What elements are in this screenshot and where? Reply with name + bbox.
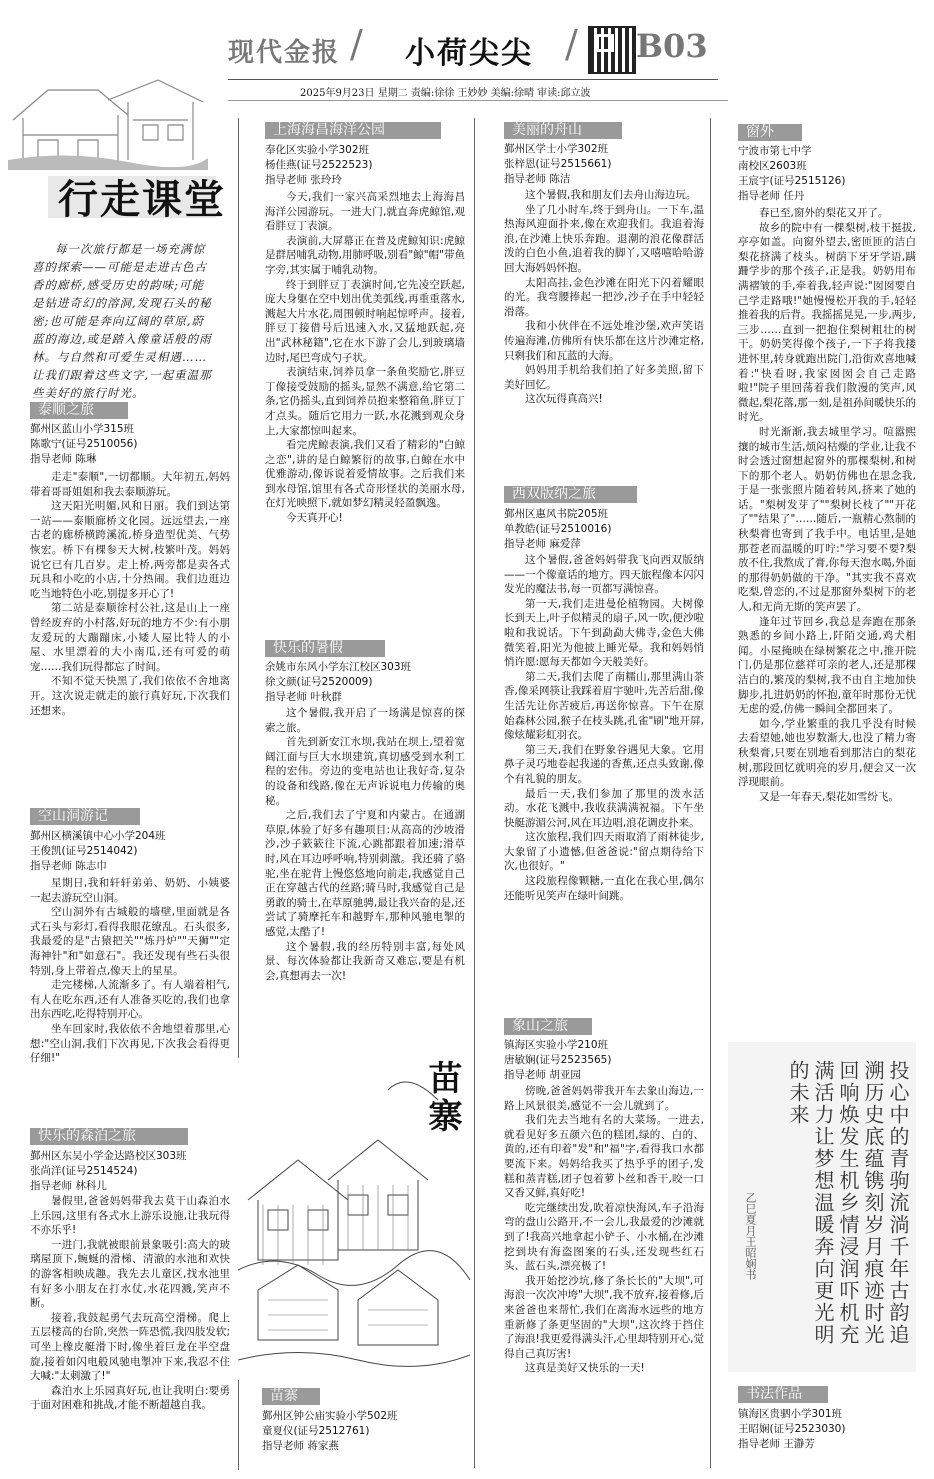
article-title: 上海海昌海洋公园 bbox=[265, 122, 441, 139]
article-title: 苗寨 bbox=[262, 1388, 320, 1405]
article-title: 快乐的暑假 bbox=[265, 640, 385, 657]
illustration-title: 苗寨 bbox=[422, 1060, 462, 1136]
article-title: 空山洞游记 bbox=[30, 808, 140, 825]
article-title: 快乐的森泊之旅 bbox=[30, 1128, 188, 1145]
column-rule bbox=[238, 1380, 239, 1470]
article-body: 春已至,窗外的梨花又开了。 故乡的院中有一棵梨树,枝干挺拔,亭亭如盖。向窗外望去,密匝匝的洁白梨花挤满了枝头。树荫下牙牙学语,蹒跚学步的那个孩子,正是我。奶奶用布满褶皱的手,牵着我,轻声说:"囡囡要自己学走路哦!"她慢慢松开我的手,轻轻推着我的后背。我摇摇晃晃,一步,两步,三步……直到一把抱住梨树粗壮的树干。奶奶笑得像个孩子,一下子将我搂进怀里,转身就跑出院门,沿街欢喜地喊着:"快看呀,我家囡囡会自己走路啦!"院子里回荡着我们散漫的笑声,风微起,梨花落,那一刻,是祖孙间暖快乐的时光。 时光渐渐,我去城里学习。喧嚣熙攘的城市生活,烦闷枯燥的学业,让我不时会透过窗想起窗外的那棵梨树,和树下的那个老人。奶奶仿佛也在思念我,于是一张张照片随着转风,挤来了她的话。"梨树发芽了""梨树长枝了""开花了""结果了"……随后,一瓶精心熬制的秋梨膏也寄到了我手中。电话里,是她那苍老而温暖的叮咛:"学习要不要?梨放不住,我熬成了膏,你每天泡水喝,外面的那得奶奶做的干净。"其实我不喜欢吃梨,曾恋的,不过是那窗外梨树下的老人,和无尚无斯的笑声罢了。 逢年过节回乡,我总是奔跑在那条熟悉的乡间小路上,阡陌交通,鸡犬相闻。小屋掩映在绿树繁花之中,推开院门,仍是那位慈祥可亲的老人,还是那棵洁白的,繁茂的梨树,我不由自主地加快脚步,扎进奶奶的怀抱,童年时那份无忧无虑的爱,仿佛一瞬间全都回来了。 如今,学业繁重的我几乎没有时候去看望她,她也岁数渐大,也没了精力寄秋梨膏,只要在别地看到那洁白的梨花树,那段回忆就明亮的岁月,便会又一次浮现眼前。 又是一年春天,梨花如雪纷飞。 bbox=[738, 207, 917, 803]
article-body: 暑假里,爸爸妈妈带我去莫干山森泊水上乐园,这里有各式水上游乐设施,让我玩得不亦乐乎! 一进门,我就被眼前景象吸引:高大的玻璃屋顶下,蜿蜒的滑梯、清澈的水池和欢快的游客相映成趣。我先去儿童区,找水池里有好多小朋友在打水仗,水花四溅,笑声不断。 接着,我鼓起勇气去玩高空滑梯。爬上五层楼高的台阶,突然一阵恐慌,我四肢发软;可坐上橡皮艇滑下时,像坐着巨龙在半空盘旋,接着如闪电般风驰电掣冲下来,我忍不住大喊:"太刺激了!" 森泊水上乐园真好玩,也让我明白:要勇于面对困难和挑战,才能不断超越自我。 bbox=[30, 1195, 230, 1412]
article-body: 走走"泰顺",一切都顺。大年初五,妈妈带着哥哥姐姐和我去泰顺游玩。 这天阳光明媚,风和日丽。我们到达第一站——泰顺廊桥文化园。远远望去,一座古老的廊桥横跨溪流,桥身造型优美、气势恢宏。桥下有棵参天大树,枝繁叶茂。妈妈说它已有几百岁。走上桥,两旁都是卖各式玩具和小吃的小店,十分热闹。我们边逛边吃当地特色小吃,别提多开心了! 第二站是泰顺徐村公社,这是山上一座曾经废弃的小村落,好玩的地方不少:有小朋友爱玩的大蹦蹦床,小矮人屋比特人的小屋、水里漂着的大小南瓜,还有可爱的萌宠……我们玩得都忘了时间。 不知不觉天快黑了,我们依依不舍地离开。这次说走就走的旅行真好玩,下次我们还想来。 bbox=[30, 471, 230, 717]
column-intro: 每一次旅行都是一场充满惊喜的探索——可能是走进古色古香的廊桥,感受历史的韵味;可能是钻进奇幻的溶洞,发现石头的秘密;也可能是奔向辽阔的草原,蔚蓝的海边,或是踏入像童话般的雨林。与自然和可爱生灵相遇……让我们跟着这些文字,一起重温那些美好的旅行时光。 bbox=[32, 242, 212, 400]
dateline: 2025年9月23日 星期二 责编:徐徐 王妙妙 美编:徐晴 审读:邱立波 bbox=[300, 88, 591, 99]
article-meta: 鄞州区蓝山小学315班 陈歌宁(证号2510056) 指导老师 陈琳 bbox=[30, 423, 138, 465]
column-rule bbox=[710, 118, 711, 1468]
header-divider: / bbox=[565, 22, 578, 66]
article-meta: 余姚市东风小学东江校区303班 徐文颜(证号2520009) 指导老师 叶秋群 bbox=[265, 661, 412, 703]
article-meta: 奉化区实验小学302班 杨佳燕(证号2522523) 指导老师 张玲玲 bbox=[265, 144, 373, 186]
article-title: 书法作品 bbox=[738, 1386, 828, 1403]
article-body: 星期日,我和轩轩弟弟、奶奶、小姨婆一起去游玩空山洞。 空山洞外有古城般的墙壁,里面就是各式石头与彩灯,看得我眼花缭乱。石头很多,我最爱的是"古猿把关""炼丹炉""天狮""定海神针"和"如意石"。我还发现有些石头很特别,身上带着点,像天上的星星。 走完楼梯,人流渐多了。有人端着相气,有人在吃东西,还有人准备买吃的,我们也拿出东西吃,吃得特别开心。 坐车回家时,我依依不舍地望着那里,心想:"空山洞,我们下次再见,下次我会看得更仔细!" bbox=[30, 877, 230, 1065]
article-body: 这个暑假,爸爸妈妈带我飞向西双版纳——一个像童话的地方。四天旅程像本闪闪发光的魔法书,每一页都写满惊喜。 第一天,我们走进曼伦植物园。大树像长到天上,叶子似精灵的扇子,风一吹,便沙啦啦和我说话。下午到勐勐大佛寺,金色大佛微笑着,阳光为他披上睡光晕。我和妈妈悄悄许愿:愿每天都如今天般美好。 第二天,我们去爬了南糯山,那里满山茶香,像采网筷让我踩着眉宇驰叶,先苦后甜,像生活先让你苦疲后,再送你惊喜。下午在原始森林公园,猴子在枝头跳,孔雀"刷"地开屏,像炫耀彩虹羽衣。 第三天,我们在野象谷遇见大象。它用鼻子灵巧地卷起我递的香蕉,还点头致谢,像个有礼貌的朋友。 最后一天,我们参加了那里的泼水活动。水花飞溅中,我收获满满祝福。下午坐快艇游湄公河,风在耳边唱,浪花调皮扑来。 这次旅程,我们四天雨取消了雨林徒步,大象留了小遗憾,但爸爸说:"留点期待给下次,也很好。" 这段旅程像颗糖,一直化在我心里,偶尔还能听见笑声在绿叶间跳。 bbox=[504, 554, 704, 902]
article-title: 泰顺之旅 bbox=[30, 402, 128, 419]
article-body: 傍晚,爸爸妈妈带我开车去象山海边,一路上风景很美,感觉不一会儿就到了。 我们先去当地有名的大菜场。一进去,就看见好多五颜六色的糕团,绿的、白的、黄的,还有印着"发"和"福"字,看得我口水都要流下来。妈妈给我买了热乎乎的团子,发糕和蒸青糕,团子包着萝卜丝和香干,咬一口又香又鲜,真好吃! 吃完继续出发,吹着凉快海风,车子沿海弯的盘山公路开,不一会儿,我最爱的沙滩就到了!我高兴地拿起小铲子、小水桶,在沙滩挖到块有海盗图案的石头,还发现些红石头、蓝石头,漂亮极了! 我开始挖沙坑,修了条长长的"大坝",可海浪一次次冲垮"大坝",我不放弃,接着修,后来爸爸也来帮忙,我们在离海水远些的地方重新修了条更坚固的"大坝",这次终于挡住了海浪!我更爱得满头汗,心里却特别开心,觉得自己真厉害! 这真是美好又快乐的一天! bbox=[504, 1085, 704, 1375]
article-meta: 鄞州区横溪镇中心小学204班 王俊凯(证号2514042) 指导老师 陈志巾 bbox=[30, 830, 166, 872]
article-meta: 宁波市第七中学 南校区2603班 王宸宇(证号2515126) 指导老师 任丹 bbox=[738, 145, 846, 202]
article-body: 今天,我们一家兴高采烈地去上海海昌海洋公园游玩。一进大门,就直奔虎鲸馆,观看胖豆丁表演。 表演前,大屏幕正在普及虎鲸知识:虎鲸是群居哺乳动物,用肺呼吸,别看"鲸"帽"带鱼字旁,其实属于哺乳动物。 终于到胖豆丁表演时间,它先凌空跃起,庞大身躯在空中划出优美弧线,再重重落水,溅起大片水花,周围顿时响起惊呼声。接着,胖豆丁接借号后迅速入水,又猛地跃起,亮出"武林秘籍",它在水下游了会儿,到玻璃墙边时,尾巴弯成勺子状。 表演结束,饲养员拿一条鱼奖励它,胖豆丁像接受鼓励的摇头,显然不满意,给它第二条,它仍摇头,直到饲养员抱来整箱鱼,胖豆丁才点头。随后它用力一跃,水花溅到观众身上,大家都惊叫起来。 看完虎鲸表演,我们又看了精彩的"白鲸之恋",讲的是白鲸繁衍的故事,白鲸在水中优雅游动,像诉说着爱情故事。之后我们来到水母馆,馆里有各式奇形怪状的美丽水母,在灯光映照下,就如梦幻精灵轻盈飘逸。 今天真开心! bbox=[265, 191, 465, 525]
article-title: 窗外 bbox=[738, 124, 802, 141]
calligraphy-signature: 乙巳夏月王昭娴书 bbox=[744, 1192, 757, 1280]
article-meta: 鄞州区钟公庙实验小学502班 童夏仪(证号2512761) 指导老师 蒋家燕 bbox=[262, 1410, 398, 1452]
article-meta: 镇海区实验小学210班 唐敏娴(证号2523565) 指导老师 胡亚园 bbox=[504, 1039, 612, 1081]
page-number: B03 bbox=[636, 27, 708, 65]
section-title: 小荷尖尖 bbox=[405, 36, 533, 71]
column-rule bbox=[238, 118, 239, 1058]
article-title: 象山之旅 bbox=[504, 1018, 592, 1035]
header-divider: / bbox=[350, 22, 363, 66]
article-meta: 鄞州区学士小学302班 张梓恩(证号2515661) 指导老师 陈洁 bbox=[504, 143, 612, 185]
article-body: 这个暑假,我开启了一场满是惊喜的探索之旅。 首先到新安江水坝,我站在坝上,望着宽阔江面与巨大水坝建筑,真切感受到水利工程的宏伟。旁边的变电站也让我好奇,复杂的设备和线路,像在无声诉说电力传输的奥秘。 之后,我们去了宁夏和内蒙古。在通湖草原,体验了好多有趣项目:从高高的沙坡滑沙,沙子簌簌往下流,心跳都跟着加速;滑草时,风在耳边呼呼响,特别刺激。我还骑了骆驼,坐在驼背上慢悠悠地向前走,我感觉自己正在穿越古代的丝路;骑马时,我感觉自己是勇敢的骑士,在草原驰骋,最让我兴奋的是,还尝试了骑摩托车和越野车,那种风驰电掣的感觉,太酷了! 这个暑假,我的经历特别丰富,每处风景、每次体验都让我新奇又难忘,要是有机会,真想再去一次! bbox=[265, 707, 465, 982]
header-rule bbox=[228, 100, 728, 101]
building-illustration bbox=[8, 60, 208, 170]
column-title: 行走课堂 bbox=[58, 176, 226, 223]
newspaper-brand: 现代金报 bbox=[228, 38, 341, 68]
article-title: 西双版纳之旅 bbox=[504, 486, 637, 503]
qr-code-icon[interactable] bbox=[588, 26, 636, 74]
calligraphy-text: 投心中的青驹流淌千年古韵追溯历史底蕴镌刻岁月痕迹时光回响焕发生机乡情浸润吓机充满活力让梦想温暖奔向更光明的未来 bbox=[786, 1060, 910, 1346]
column-rule bbox=[474, 118, 475, 1468]
article-title: 美丽的舟山 bbox=[504, 122, 622, 139]
header-rule bbox=[228, 79, 718, 80]
article-meta: 鄞州区惠风书院205班 单教皓(证号2510016) 指导老师 麻爱萍 bbox=[504, 508, 612, 550]
article-meta: 鄞州区东吴小学金达路校区303班 张尚洋(证号2514524) 指导老师 林科儿 bbox=[30, 1150, 187, 1192]
article-body: 这个暑假,我和朋友们去舟山海边玩。 坐了几小时车,终于到舟山。一下车,温热海风迎面扑来,像在欢迎我们。我追着海浪,在沙滩上快乐奔跑。退潮的浪花像群活泼的白色小鱼,追着我的脚丫,又嘻嘻哈哈游回大海妈妈怀抱。 太阳高挂,金色沙滩在阳光下闪着耀眼的光。我弯腰捧起一把沙,沙子在手中轻轻滑落。 我和小伙伴在不远处堆沙堡,欢声笑语传遍海滩,仿佛所有快乐都在这片沙滩定格,只剩我们和瓦蓝的大海。 妈妈用手机给我们拍了好多美照,留下美好回忆。 这次玩得真高兴! bbox=[504, 189, 704, 406]
calligraphy-artwork bbox=[728, 1042, 916, 1372]
article-meta: 镇海区贵驷小学301班 王昭娴(证号2523030) 指导老师 王瀞芳 bbox=[738, 1408, 846, 1450]
